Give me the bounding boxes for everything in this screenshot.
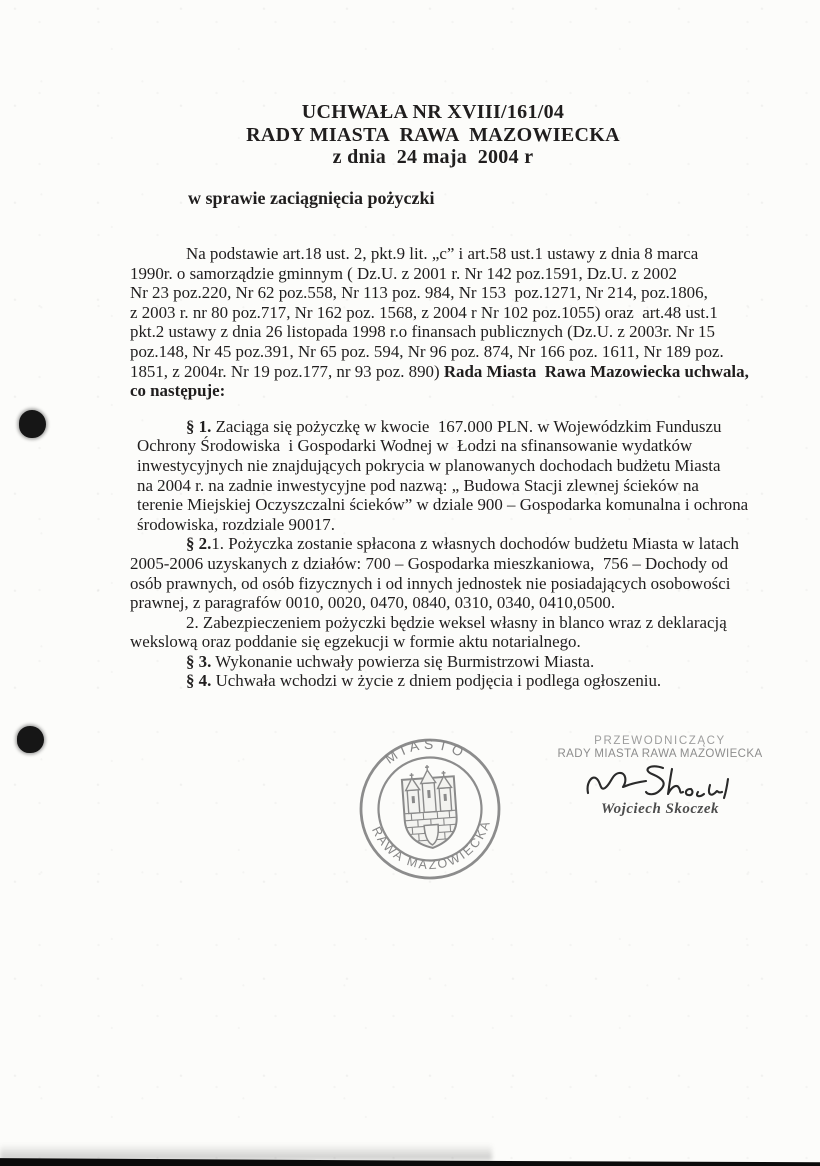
section-3-text: Wykonanie uchwały powierza się Burmistrzowi Miasta. (211, 651, 595, 671)
signer-organization: RADY MIASTA RAWA MAZOWIECKA (557, 748, 763, 760)
punch-hole-mark-bottom (17, 726, 44, 753)
enacting-formula-continued: co następuje: (130, 381, 226, 401)
body-line: 2. Zabezpieczeniem pożyczki będzie weksel własny in blanco wraz z deklaracją (186, 612, 727, 632)
body-line: osób prawnych, od osób fizycznych i od innych jednostek nie posiadających osobowości (130, 573, 731, 593)
signature-block (556, 735, 764, 818)
section-marker: § 4. (186, 671, 212, 691)
preamble-line: poz.148, Nr 45 poz.391, Nr 65 poz. 594, Nr 96 poz. 874, Nr 166 poz. 1611, Nr 189 poz. (130, 341, 724, 361)
preamble-citation-end: 1851, z 2004r. Nr 19 poz.177, nr 93 poz. 890) (130, 361, 444, 381)
punch-hole-mark-top (19, 410, 46, 438)
section-2 (130, 534, 782, 652)
scan-smudge-artifact (0, 1144, 492, 1160)
body-line: środowiska, rozdziale 90017. (137, 514, 335, 534)
section-2-text: 1. Pożyczka zostanie spłacona z własnych dochodów budżetu Miasta w latach (211, 534, 740, 554)
body-line: terenie Miejskiej Oczyszczalni ścieków” w dziale 900 – Gospodarka komunalna i ochrona (137, 495, 749, 515)
body-line: Ochrony Środowiska i Gospodarki Wodnej w Łodzi na sfinansowanie wydatków (137, 436, 693, 456)
section-3 (130, 652, 782, 672)
section-4-text: Uchwała wchodzi w życie z dniem podjęcia i podlega ogłoszeniu. (211, 671, 662, 691)
body-line: 2005-2006 uzyskanych z działów: 700 – Gospodarka mieszkaniowa, 756 – Dochody od (130, 553, 729, 573)
preamble-line: 1990r. o samorządzie gminnym ( Dz.U. z 2001 r. Nr 142 poz.1591, Dz.U. z 2002 (130, 263, 677, 283)
section-1 (130, 417, 782, 535)
preamble-line: Nr 23 poz.220, Nr 62 poz.558, Nr 113 poz. 984, Nr 153 poz.1271, Nr 214, poz.1806, (130, 283, 708, 303)
preamble-line: pkt.2 ustawy z dnia 26 listopada 1998 r.o finansach publicznych (Dz.U. z 2003r. Nr 15 (130, 322, 715, 342)
signer-title: PRZEWODNICZĄCY (594, 735, 726, 747)
section-marker: § 3. (186, 651, 212, 671)
signer-name: Wojciech Skoczek (600, 801, 720, 817)
city-seal-stamp (351, 730, 509, 888)
section-marker: § 1. (186, 416, 212, 436)
seal-bottom-label: RAWA MAZOWIECKA (369, 817, 494, 873)
section-4 (130, 671, 782, 691)
enacting-formula: Rada Miasta Rawa Mazowiecka uchwala, (443, 361, 749, 381)
section-1-text: Zaciąga się pożyczkę w kwocie 167.000 PLN. w Wojewódzkim Funduszu (211, 416, 722, 436)
council-name: RADY MIASTA RAWA MAZOWIECKA (246, 123, 620, 146)
coat-of-arms-icon (401, 763, 459, 849)
section-marker: § 2. (186, 534, 212, 554)
body-line: wekslową oraz poddanie się egzekucji w formie aktu notarialnego. (130, 632, 581, 652)
body-line: prawnej, z paragrafów 0010, 0020, 0470, 0840, 0310, 0340, 0410,0500. (130, 593, 616, 613)
preamble-line: Na podstawie art.18 ust. 2, pkt.9 lit. „c” i art.58 ust.1 ustawy z dnia 8 marca (186, 244, 699, 263)
body-line (130, 534, 782, 554)
body-line: na 2004 r. na zadnie inwestycyjne pod nazwą: „ Budowa Stacji zlewnej ścieków na (137, 475, 699, 495)
resolution-number: UCHWAŁA NR XVIII/161/04 (301, 101, 565, 123)
body-line (130, 417, 782, 437)
handwritten-signature (584, 761, 736, 805)
preamble-line: z 2003 r. nr 80 poz.717, Nr 162 poz. 1568, z 2004 r Nr 102 poz.1055) oraz art.48 ust.1 (130, 302, 718, 322)
resolution-date: z dnia 24 maja 2004 r (332, 146, 534, 168)
preamble-line (130, 362, 782, 382)
document-body (130, 244, 782, 691)
body-line: inwestycyjnych nie znajdujących pokrycia w planowanych dochodach budżetu Miasta (137, 455, 721, 475)
seal-top-label: MIASTO (381, 735, 471, 767)
preamble-paragraph (130, 244, 782, 401)
document-title-block (46, 101, 820, 169)
subject-line: w sprawie zaciągnięcia pożyczki (188, 188, 435, 208)
